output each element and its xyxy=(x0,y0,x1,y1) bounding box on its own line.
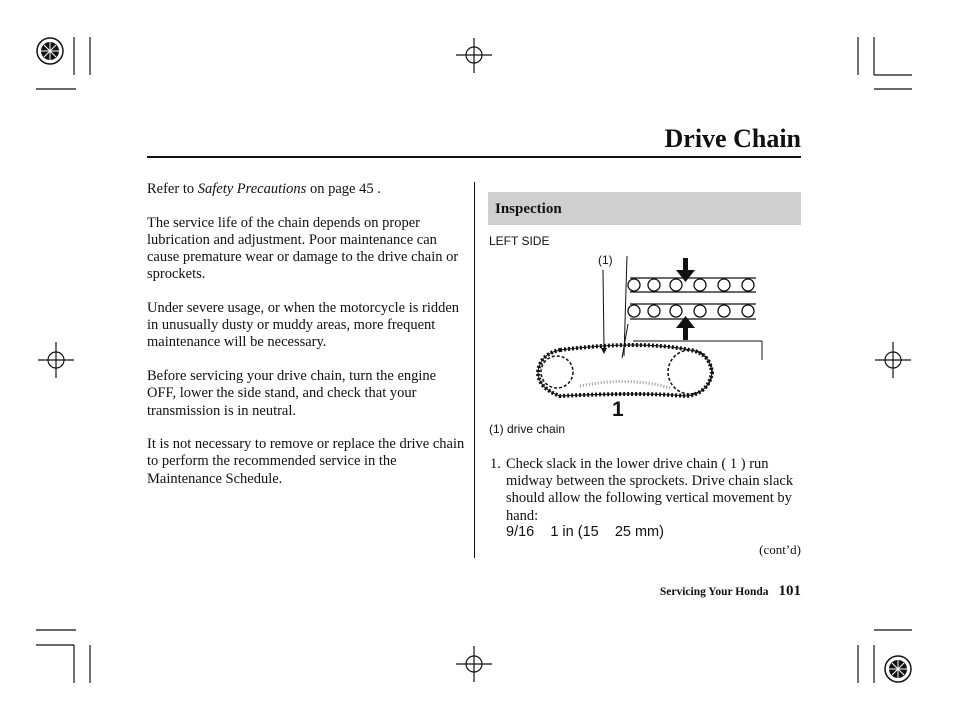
step-1 xyxy=(490,456,802,525)
title-rule xyxy=(147,156,801,158)
continued-label: (cont’d) xyxy=(759,542,801,557)
starburst-target-top-left xyxy=(37,38,63,64)
step-number: 1. xyxy=(490,456,501,472)
refer-paragraph xyxy=(147,181,467,198)
chain-detail-lower xyxy=(628,304,756,319)
refer-prefix: Refer to xyxy=(147,181,198,197)
starburst-target-bottom-right xyxy=(885,656,911,682)
refer-suffix: on page 45 . xyxy=(306,181,381,197)
inspection-heading: Inspection xyxy=(495,201,562,217)
slack-spec: 9/16 1 in (15 25 mm) xyxy=(506,524,664,540)
footer-section: Servicing Your Honda xyxy=(659,586,769,598)
paragraph-not-necessary: It is not necessary to remove or replace the drive chain to perform the recommended service in the Maintenance Schedule. xyxy=(147,436,465,487)
drive-chain-diagram xyxy=(530,248,770,423)
column-divider xyxy=(474,182,475,558)
rear-sprocket xyxy=(668,350,712,394)
callout-1: (1) xyxy=(598,253,613,267)
safety-precautions-reference: Safety Precautions xyxy=(197,181,307,197)
step-text: Check slack in the lower drive chain ( 1 ) run midway between the sprockets. Drive chain slack should allow the following vertical movement by hand: xyxy=(506,456,794,524)
chain-loop xyxy=(538,345,712,396)
front-sprocket xyxy=(541,356,573,388)
callout-big-1: 1 xyxy=(612,398,624,421)
paragraph-before-servicing: Before servicing your drive chain, turn the engine OFF, lower the side stand, and check that your transmission is in neutral. xyxy=(147,368,437,419)
diagram-caption: (1) drive chain xyxy=(489,422,566,436)
left-side-label: LEFT SIDE xyxy=(489,234,550,248)
paragraph-service-life: The service life of the chain depends on proper lubrication and adjustment. Poor maintenance can cause premature wear or damage to the drive chain or sprockets. xyxy=(147,214,459,283)
page-number: 101 xyxy=(778,583,801,599)
chain-detail-upper xyxy=(628,278,756,292)
page-title: Drive Chain xyxy=(664,124,801,153)
slack-arrows xyxy=(676,258,695,340)
left-column xyxy=(147,181,467,504)
paragraph-severe-usage: Under severe usage, or when the motorcycle is ridden in unusually dusty or muddy areas, more frequent maintenance will be necessary. xyxy=(147,300,460,351)
page-footer xyxy=(660,582,801,600)
